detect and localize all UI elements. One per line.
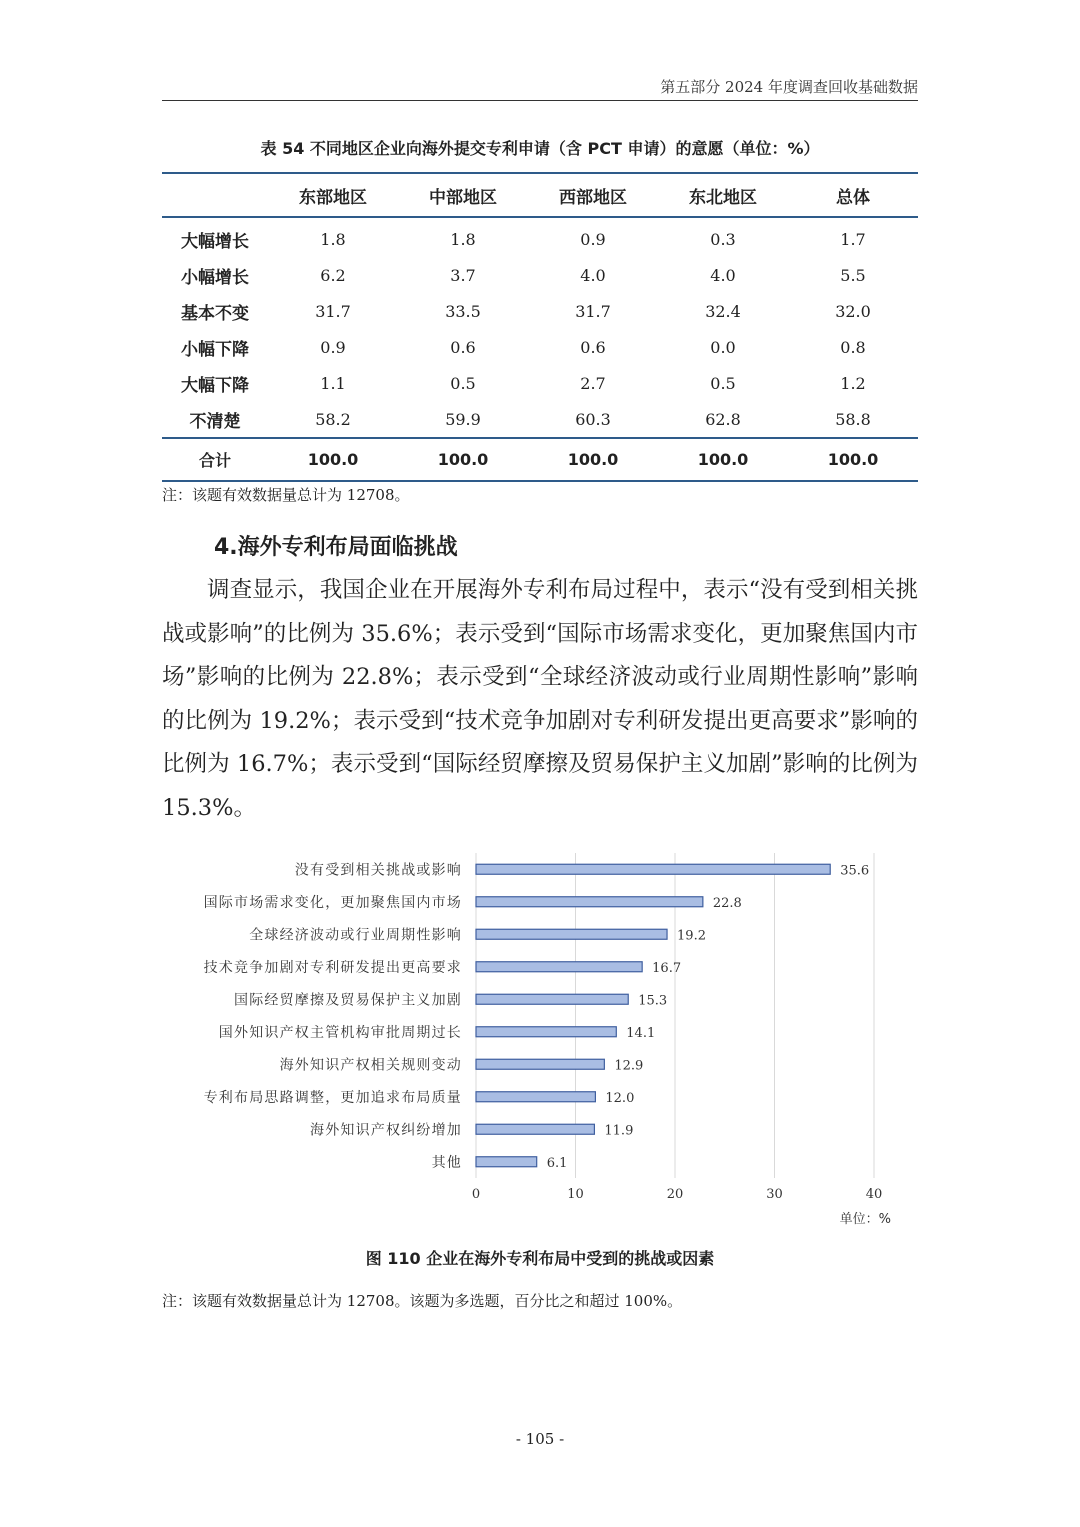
category-label: 技术竞争加剧对专利研发提出更高要求 <box>203 959 462 976</box>
table-cell: 1.8 <box>320 229 346 249</box>
data-label: 6.1 <box>546 1155 568 1171</box>
table-cell: 33.5 <box>445 301 481 321</box>
bar <box>476 1027 616 1037</box>
x-tick-label: 10 <box>567 1187 584 1202</box>
bar <box>476 864 830 874</box>
table-cell: 5.5 <box>840 265 866 285</box>
data-label: 19.2 <box>677 928 706 944</box>
table-cell: 62.8 <box>705 409 741 429</box>
table-header-row <box>162 173 918 217</box>
column-header <box>162 173 268 217</box>
total-cell: 100.0 <box>788 438 918 481</box>
table-cell: 60.3 <box>575 409 611 429</box>
bar <box>476 1059 604 1069</box>
x-axis-unit-label: 单位：% <box>839 1212 891 1227</box>
column-header: 总体 <box>788 173 918 217</box>
table-cell: 59.9 <box>445 409 481 429</box>
table-cell: 0.8 <box>840 337 866 357</box>
table-cell: 1.1 <box>320 373 346 393</box>
x-tick-label: 20 <box>666 1187 684 1202</box>
data-label: 11.9 <box>604 1123 634 1139</box>
column-header: 西部地区 <box>528 173 658 217</box>
table-caption: 表 54 不同地区企业向海外提交专利申请（含 PCT 申请）的意愿（单位：%） <box>260 139 820 158</box>
region-willingness-table <box>162 172 918 482</box>
table-cell: 0.9 <box>580 229 606 249</box>
row-label: 基本不变 <box>181 303 249 324</box>
total-label: 合计 <box>162 438 268 481</box>
data-label: 35.6 <box>840 863 870 879</box>
category-label: 没有受到相关挑战或影响 <box>294 862 462 879</box>
row-label: 大幅下降 <box>181 375 249 396</box>
row-label: 小幅下降 <box>181 339 249 360</box>
table-cell: 32.0 <box>835 301 871 321</box>
challenges-bar-chart <box>160 845 920 1235</box>
body-paragraph: 调查显示，我国企业在开展海外专利布局过程中，表示“没有受到相关挑战或影响”的比例为 35.6%；表示受到“国际市场需求变化，更加聚焦国内市场”影响的比例为 22.8%；表示受到“全球经济波动或行业周期性影响”影响的比例为 19.2%；表示受到“技术竞争加剧对专利研发提出更高要求”影响的比例为 16.7%；表示受到“国际经贸摩擦及贸易保护主义加剧”影响的比例为 15.3%。 <box>162 577 918 821</box>
total-cell: 100.0 <box>528 438 658 481</box>
table-cell: 0.9 <box>320 337 346 357</box>
table-cell: 2.7 <box>580 373 606 393</box>
total-cell: 100.0 <box>268 438 398 481</box>
row-label: 小幅增长 <box>181 267 249 288</box>
category-label: 海外知识产权相关规则变动 <box>279 1057 462 1074</box>
x-tick-label: 0 <box>471 1187 481 1202</box>
table-cell: 3.7 <box>450 265 476 285</box>
category-label: 国际市场需求变化，更加聚焦国内市场 <box>203 894 462 911</box>
table-row <box>162 365 918 401</box>
table-row <box>162 257 918 293</box>
table-cell: 6.2 <box>320 265 346 285</box>
chart-canvas <box>160 845 920 1235</box>
table-cell: 58.8 <box>835 409 871 429</box>
table-row <box>162 401 918 438</box>
table-cell: 4.0 <box>710 265 736 285</box>
bar <box>476 994 628 1004</box>
category-label: 专利布局思路调整，更加追求布局质量 <box>203 1089 462 1106</box>
table-cell: 1.7 <box>840 229 866 249</box>
table-cell: 58.2 <box>315 409 351 429</box>
table-cell: 1.2 <box>840 373 866 393</box>
table-row <box>162 217 918 257</box>
bar <box>476 929 667 939</box>
x-tick-label: 30 <box>766 1187 783 1202</box>
table-cell: 1.8 <box>450 229 476 249</box>
running-header: 第五部分 2024 年度调查回收基础数据 <box>162 74 918 101</box>
section-heading: 4.海外专利布局面临挑战 <box>214 535 458 560</box>
page-number: - 105 - <box>515 1430 565 1448</box>
table-row <box>162 329 918 365</box>
bar <box>476 897 703 907</box>
row-label: 不清楚 <box>189 411 241 432</box>
table-total-row <box>162 438 918 481</box>
row-label: 大幅增长 <box>181 231 249 252</box>
data-label: 15.3 <box>638 993 668 1009</box>
total-cell: 100.0 <box>398 438 528 481</box>
table-cell: 31.7 <box>315 301 351 321</box>
category-label: 全球经济波动或行业周期性影响 <box>249 927 462 944</box>
category-label: 国外知识产权主管机构审批周期过长 <box>218 1024 462 1041</box>
bar <box>476 1157 537 1167</box>
total-cell: 100.0 <box>658 438 788 481</box>
table-note: 注：该题有效数据量总计为 12708。 <box>162 486 410 504</box>
table-cell: 31.7 <box>575 301 611 321</box>
category-label: 海外知识产权纠纷增加 <box>310 1122 462 1139</box>
bar <box>476 962 642 972</box>
figure-note: 注：该题有效数据量总计为 12708。该题为多选题，百分比之和超过 100%。 <box>162 1292 683 1310</box>
table-cell: 0.3 <box>710 229 736 249</box>
table-cell: 0.5 <box>710 373 736 393</box>
data-label: 16.7 <box>652 960 682 976</box>
table-row <box>162 293 918 329</box>
bar <box>476 1092 595 1102</box>
table-cell: 0.6 <box>450 337 476 357</box>
table-cell: 4.0 <box>580 265 606 285</box>
table-cell: 0.5 <box>450 373 476 393</box>
category-label: 国际经贸摩擦及贸易保护主义加剧 <box>234 992 462 1009</box>
data-label: 12.9 <box>614 1058 644 1074</box>
data-label: 14.1 <box>626 1025 656 1041</box>
data-label: 12.0 <box>605 1090 635 1106</box>
column-header: 东部地区 <box>268 173 398 217</box>
column-header: 中部地区 <box>398 173 528 217</box>
x-tick-label: 40 <box>865 1187 883 1202</box>
figure-caption: 图 110 企业在海外专利布局中受到的挑战或因素 <box>365 1249 715 1268</box>
table-cell: 32.4 <box>705 301 741 321</box>
column-header: 东北地区 <box>658 173 788 217</box>
table-cell: 0.6 <box>580 337 606 357</box>
bar <box>476 1124 594 1134</box>
category-label: 其他 <box>431 1154 462 1171</box>
data-label: 22.8 <box>712 895 742 911</box>
table-cell: 0.0 <box>710 337 736 357</box>
